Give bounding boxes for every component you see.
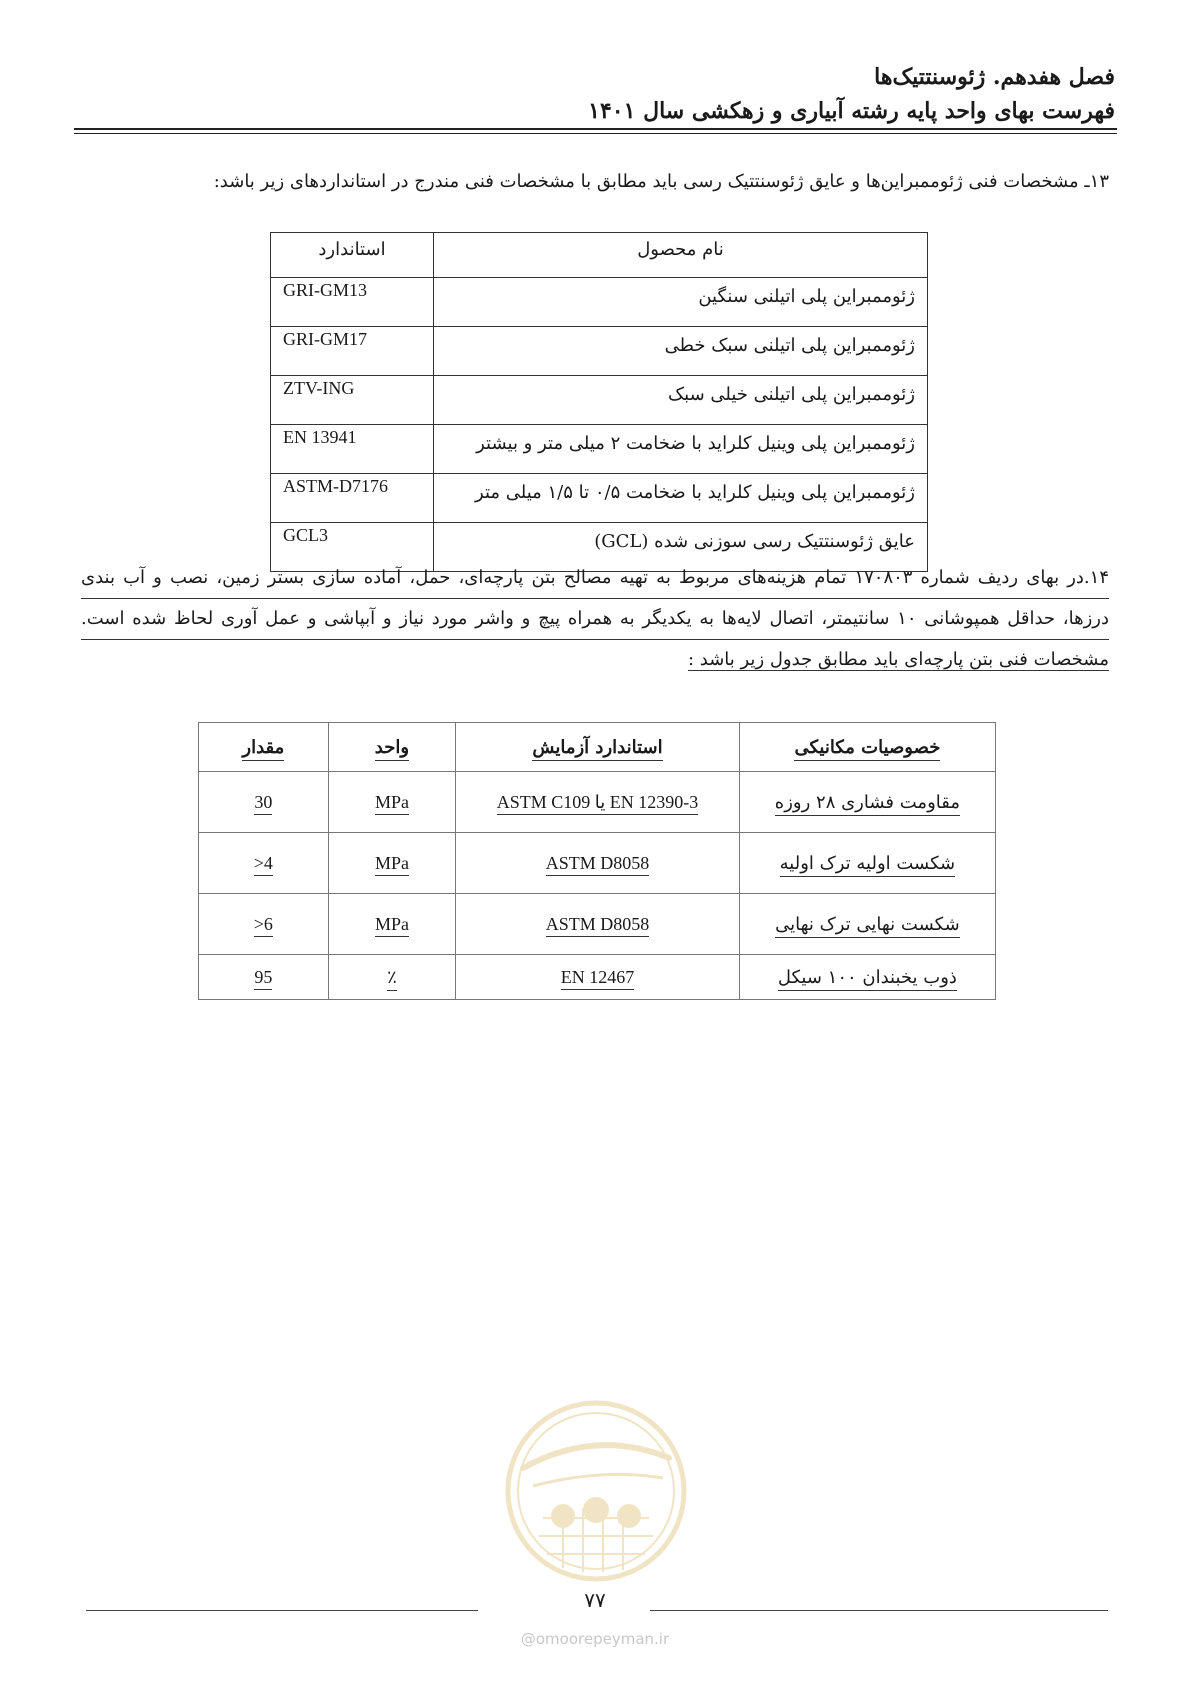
value: >4 (254, 853, 273, 876)
test-standard: EN 12467 (561, 967, 635, 990)
page-header (75, 60, 1115, 128)
table-row (271, 474, 928, 523)
footer-rule-left (86, 1610, 478, 1611)
product-name: ژئوممبراین پلی وینیل کلراید با ضخامت ۲ میلی متر و بیشتر (434, 425, 928, 474)
table-row (271, 278, 928, 327)
page-number: ۷۷ (584, 1588, 606, 1612)
property-name: شکست نهایی ترک نهایی (775, 914, 960, 938)
header-product-name: نام محصول (434, 233, 928, 278)
header-mechanical-property: خصوصیات مکانیکی (794, 737, 940, 761)
header-rule-thin (74, 133, 1117, 134)
unit: MPa (375, 914, 409, 937)
product-name: ژئوممبراین پلی اتیلنی سنگین (434, 278, 928, 327)
header-standard: استاندارد (271, 233, 434, 278)
table-row (271, 327, 928, 376)
fabric-concrete-spec-table (198, 722, 996, 1000)
unit: MPa (375, 853, 409, 876)
table-header-row (199, 723, 996, 772)
clause-14 (81, 560, 1109, 682)
unit: ٪ (387, 967, 397, 991)
standard-code: GCL3 (271, 523, 434, 572)
standard-code: EN 13941 (271, 425, 434, 474)
test-standard: ASTM D8058 (546, 853, 650, 876)
header-value: مقدار (242, 737, 284, 761)
standard-code: ASTM-D7176 (271, 474, 434, 523)
price-list-title: فهرست بهای واحد پایه رشته آبیاری و زهکشی سال ۱۴۰۱ (588, 98, 1115, 124)
clause-14-line-1: ۱۴.در بهای ردیف شماره ۱۷۰۸۰۳ تمام هزینه‌های مربوط به تهیه مصالح بتن پارچه‌ای، حمل، آماده سازی بستر زمین، نصب و آب بندی (81, 560, 1109, 599)
omoorepeyman-logo-watermark (503, 1398, 689, 1584)
table-row (271, 376, 928, 425)
header-unit: واحد (375, 737, 409, 761)
test-standard: ASTM C109 یا EN 12390-3 (497, 792, 699, 815)
unit: MPa (375, 792, 409, 815)
header-test-standard: استاندارد آزمایش (532, 737, 662, 761)
table-row (271, 425, 928, 474)
property-name: شکست اولیه ترک اولیه (780, 853, 956, 877)
standard-code: GRI-GM13 (271, 278, 434, 327)
table-header-row (271, 233, 928, 278)
clause-14-line-3 (81, 642, 1109, 680)
value: 30 (254, 792, 272, 815)
product-name: عایق ژئوسنتتیک رسی سوزنی شده (GCL) (434, 523, 928, 572)
value: 95 (254, 967, 272, 990)
table-row (199, 772, 996, 833)
table-row (199, 894, 996, 955)
product-name: ژئوممبراین پلی وینیل کلراید با ضخامت ۰/۵ تا ۱/۵ میلی متر (434, 474, 928, 523)
test-standard: ASTM D8058 (546, 914, 650, 937)
value: >6 (254, 914, 273, 937)
clause-13: ۱۳ـ مشخصات فنی ژئوممبراین‌ها و عایق ژئوسنتتیک رسی باید مطابق با مشخصات فنی مندرج در استانداردهای زیر باشد: (213, 171, 1109, 192)
product-name: ژئوممبراین پلی اتیلنی سبک خطی (434, 327, 928, 376)
clause-14-line-2: درزها، حداقل همپوشانی ۱۰ سانتیمتر، اتصال لایه‌ها به یکدیگر به همراه پیچ و واشر مورد نیاز و آبپاشی و عمل آوری لحاظ شده است. (81, 601, 1109, 640)
table-row (199, 955, 996, 1000)
header-rule-thick (74, 128, 1117, 130)
property-name: ذوب یخبندان ۱۰۰ سیکل (778, 967, 957, 991)
table-row (199, 833, 996, 894)
property-name: مقاومت فشاری ۲۸ روزه (775, 792, 960, 816)
product-name: ژئوممبراین پلی اتیلنی خیلی سبک (434, 376, 928, 425)
geomembrane-standards-table (270, 232, 928, 572)
footer-rule-right (650, 1610, 1108, 1611)
clause-14-line-3-text: مشخصات فنی بتن پارچه‌ای باید مطابق جدول زیر باشد : (687, 649, 1109, 670)
standard-code: ZTV-ING (271, 376, 434, 425)
site-watermark: @omoorepeyman.ir (520, 1630, 670, 1648)
standard-code: GRI-GM17 (271, 327, 434, 376)
chapter-title: فصل هفدهم. ژئوسنتتیک‌ها (874, 64, 1115, 90)
